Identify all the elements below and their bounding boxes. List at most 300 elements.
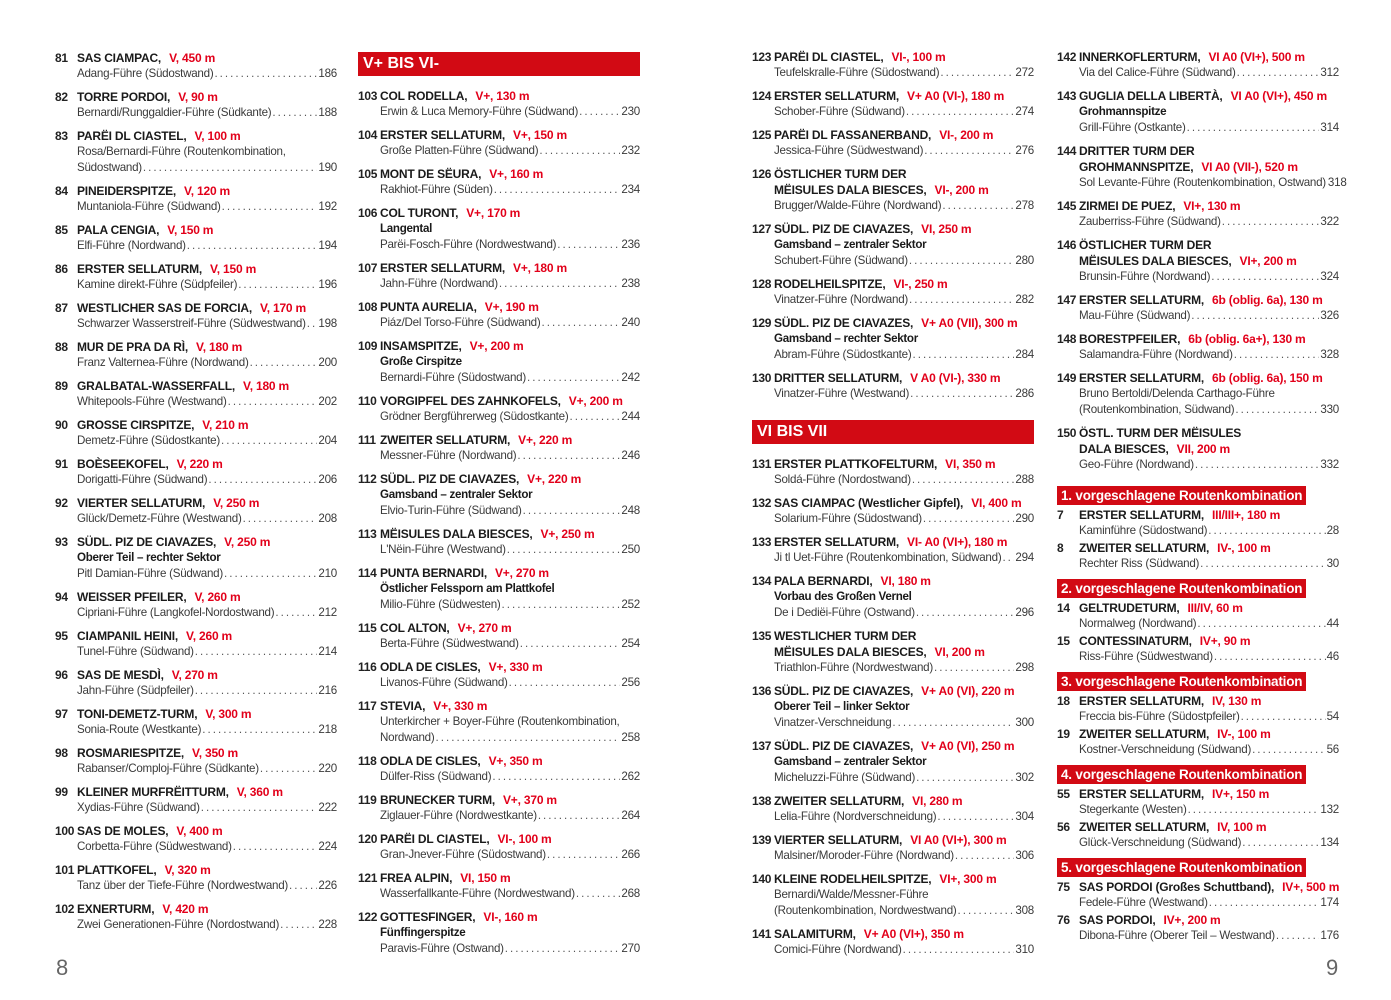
page-number-right: 9 — [1326, 955, 1339, 980]
page-reference[interactable]: 326 — [1320, 309, 1339, 322]
entry-name: GROSSE CIRSPITZE, — [77, 418, 195, 432]
route-name: (Routenkombination, Südwand) — [1079, 403, 1235, 416]
index-entry[interactable] — [55, 261, 337, 293]
entry-name: PALA BERNARDI, — [774, 574, 873, 588]
index-entry[interactable] — [55, 784, 337, 816]
entry-grade: VI-, 160 m — [483, 910, 538, 924]
index-entry[interactable] — [358, 260, 640, 292]
entry-number: 102 — [55, 902, 75, 916]
entry-grade: V+, 160 m — [489, 167, 544, 181]
index-entry[interactable] — [752, 127, 1034, 159]
index-entry[interactable] — [358, 432, 640, 464]
index-entry[interactable] — [752, 683, 1034, 731]
entry-name: BRUNECKER TURM, — [380, 793, 495, 807]
entry-number: 141 — [752, 927, 772, 941]
page-reference[interactable]: 188 — [318, 106, 337, 119]
index-entry[interactable] — [1057, 425, 1339, 473]
page-reference[interactable]: 314 — [1320, 121, 1339, 134]
entry-number: 55 — [1057, 787, 1070, 801]
page-reference[interactable]: 276 — [1015, 144, 1034, 157]
index-entry[interactable] — [752, 221, 1034, 269]
entry-number: 118 — [358, 754, 377, 768]
entry-name: WESTLICHER SAS DE FORCIA, — [77, 301, 253, 315]
entry-grade: V+ A0 (VI-), 180 m — [907, 89, 1005, 103]
page-reference[interactable]: 210 — [318, 567, 337, 580]
entry-grade: VI-, 100 m — [497, 832, 552, 846]
index-entry[interactable] — [55, 183, 337, 215]
dot-leader — [499, 276, 621, 292]
index-entry[interactable] — [752, 495, 1034, 527]
entry-subtitle: Fünffingerspitze — [380, 926, 466, 939]
page-reference[interactable]: 214 — [318, 645, 337, 658]
entry-number: 85 — [55, 223, 68, 237]
index-entry[interactable] — [358, 127, 640, 159]
entry-subtitle: Oberer Teil – linker Sektor — [774, 700, 910, 713]
entry-subtitle: Gamsband – rechter Sektor — [774, 332, 918, 345]
page-reference[interactable]: 242 — [621, 371, 640, 384]
page-reference[interactable]: 274 — [1015, 105, 1034, 118]
page-reference[interactable]: 332 — [1320, 458, 1339, 471]
page-reference[interactable]: 288 — [1015, 473, 1034, 486]
entry-grade: V+, 200 m — [469, 339, 524, 353]
dot-leader — [250, 355, 318, 371]
entry-name: COL ALTON, — [380, 621, 450, 635]
dot-leader — [228, 394, 318, 410]
page-reference[interactable]: 198 — [318, 317, 337, 330]
page-reference[interactable]: 228 — [318, 918, 337, 931]
dot-leader — [1002, 550, 1014, 566]
page-reference[interactable]: 46 — [1326, 650, 1339, 663]
index-entry[interactable] — [1057, 633, 1339, 665]
route-name: Tanz über der Tiefe-Führe (Nordwestwand) — [77, 879, 289, 892]
entry-grade: V, 120 m — [184, 184, 231, 198]
entry-grade: V, 260 m — [194, 590, 241, 604]
route-name: Dibona-Führe (Oberer Teil – Westwand) — [1079, 929, 1275, 942]
index-entry[interactable] — [1057, 786, 1339, 818]
index-entry[interactable] — [55, 667, 337, 699]
entry-grade: V+, 330 m — [488, 660, 543, 674]
page-reference[interactable]: 302 — [1015, 771, 1034, 784]
entry-name: ZWEITER SELLATURM, — [774, 794, 905, 808]
index-entry[interactable] — [752, 793, 1034, 825]
index-entry[interactable] — [55, 417, 337, 449]
entry-number: 143 — [1057, 89, 1077, 103]
entry-grade: V, 260 m — [186, 629, 233, 643]
index-entry[interactable] — [358, 753, 640, 785]
page-reference[interactable]: 216 — [318, 684, 337, 697]
page-reference[interactable]: 190 — [318, 161, 337, 174]
dot-leader — [1242, 835, 1319, 851]
page-reference[interactable]: 192 — [318, 200, 337, 213]
index-entry[interactable] — [55, 901, 337, 933]
index-entry[interactable] — [55, 456, 337, 488]
page-reference[interactable]: 240 — [621, 316, 640, 329]
page-reference[interactable]: 306 — [1015, 849, 1034, 862]
route-name: Livanos-Führe (Südwand) — [380, 676, 508, 689]
entry-name: SALAMITURM, — [774, 927, 856, 941]
index-entry[interactable] — [1057, 49, 1339, 81]
page-reference[interactable]: 252 — [621, 598, 640, 611]
index-entry[interactable] — [752, 276, 1034, 308]
page-reference[interactable]: 174 — [1320, 896, 1339, 909]
index-entry[interactable] — [1057, 237, 1339, 285]
page-reference[interactable]: 246 — [621, 449, 640, 462]
index-entry[interactable] — [358, 393, 640, 425]
index-entry[interactable] — [55, 823, 337, 855]
index-entry[interactable] — [358, 205, 640, 253]
entry-subtitle: Große Cirspitze — [380, 355, 462, 368]
entry-grade: VI-, 200 m — [939, 128, 994, 142]
index-entry[interactable] — [1057, 143, 1347, 191]
page-reference[interactable]: 298 — [1015, 661, 1034, 674]
index-entry[interactable] — [1057, 912, 1339, 944]
index-entry[interactable] — [358, 526, 640, 558]
dot-leader — [272, 105, 317, 121]
entry-number: 142 — [1057, 50, 1077, 64]
index-entry[interactable] — [752, 456, 1034, 488]
index-entry[interactable] — [752, 166, 1034, 214]
entry-name: COL RODELLA, — [380, 89, 468, 103]
entry-number: 136 — [752, 684, 772, 698]
dot-leader — [547, 847, 621, 863]
page-reference[interactable]: 226 — [318, 879, 337, 892]
page-reference[interactable]: 206 — [318, 473, 337, 486]
page-reference[interactable]: 238 — [621, 277, 640, 290]
entry-grade: V+, 220 m — [518, 433, 573, 447]
dot-leader — [1187, 120, 1320, 136]
route-name: Ziglauer-Führe (Nordwestkante) — [380, 809, 537, 822]
entry-name: MËISULES DALA BIESCES, — [380, 527, 533, 541]
entry-number: 126 — [752, 167, 772, 181]
page-reference[interactable]: 132 — [1320, 803, 1339, 816]
index-entry[interactable] — [55, 706, 337, 738]
page-reference[interactable]: 294 — [1015, 551, 1034, 564]
index-entry[interactable] — [1057, 88, 1339, 136]
dot-leader — [912, 347, 1014, 363]
route-name: Pitl Damian-Führe (Südwand) — [77, 567, 223, 580]
route-name: Demetz-Führe (Südostkante) — [77, 434, 220, 447]
page-reference[interactable]: 284 — [1015, 348, 1034, 361]
page-reference[interactable]: 248 — [621, 504, 640, 517]
index-entry[interactable] — [1057, 370, 1339, 418]
page-reference[interactable]: 54 — [1326, 710, 1339, 723]
dot-leader — [260, 761, 318, 777]
index-entry[interactable] — [55, 862, 337, 894]
page-reference[interactable]: 300 — [1015, 716, 1034, 729]
dot-leader — [576, 886, 621, 902]
entry-name: STEVIA, — [380, 699, 426, 713]
index-entry[interactable] — [358, 698, 640, 746]
index-entry[interactable] — [55, 745, 337, 777]
entry-grade: V, 90 m — [178, 90, 218, 104]
entry-grade: III/IV, 60 m — [1187, 601, 1243, 615]
index-entry[interactable] — [1057, 726, 1339, 758]
entry-number: 81 — [55, 51, 68, 65]
dot-leader — [916, 770, 1014, 786]
index-entry[interactable] — [752, 871, 1034, 919]
page-reference[interactable]: 330 — [1320, 403, 1339, 416]
entry-grade: V, 210 m — [202, 418, 249, 432]
entry-name: ERSTER SELLATURM, — [774, 89, 900, 103]
page-reference[interactable]: 200 — [318, 356, 337, 369]
entry-number: 129 — [752, 316, 772, 330]
entry-number: 18 — [1057, 694, 1070, 708]
dot-leader — [892, 715, 1014, 731]
route-name: Jahn-Führe (Südpfeiler) — [77, 684, 194, 697]
entry-number: 93 — [55, 535, 68, 549]
entry-number: 87 — [55, 301, 68, 315]
dot-leader — [280, 917, 317, 933]
index-entry[interactable] — [1057, 292, 1339, 324]
route-name: Schwarzer Wasserstreif-Führe (Südwestwand) — [77, 317, 306, 330]
index-entry[interactable] — [1057, 693, 1339, 725]
index-entry[interactable] — [752, 573, 1034, 621]
index-entry[interactable] — [1057, 198, 1339, 230]
dot-leader — [505, 941, 621, 957]
entry-subtitle: Gamsband – zentraler Sektor — [774, 755, 927, 768]
page-reference[interactable]: 322 — [1320, 215, 1339, 228]
index-entry[interactable] — [358, 792, 640, 824]
entry-name: MËISULES DALA BIESCES, — [774, 183, 927, 197]
entry-number: 14 — [1057, 601, 1070, 615]
index-entry[interactable] — [55, 222, 337, 254]
page-reference[interactable]: 312 — [1320, 66, 1339, 79]
index-entry[interactable] — [358, 831, 640, 863]
entry-subtitle: Oberer Teil – rechter Sektor — [77, 551, 221, 564]
page-reference[interactable]: 134 — [1320, 836, 1339, 849]
index-entry[interactable] — [358, 166, 640, 198]
route-name: Schubert-Führe (Südwand) — [774, 254, 908, 267]
entry-number: 104 — [358, 128, 378, 142]
entry-grade: V+, 180 m — [513, 261, 567, 275]
entry-number: 139 — [752, 833, 772, 847]
dot-leader — [243, 511, 318, 527]
index-entry[interactable] — [752, 49, 1034, 81]
page-reference[interactable]: 218 — [318, 723, 337, 736]
entry-name: ZWEITER SELLATURM, — [1079, 541, 1210, 555]
entry-grade: VI A0 (VI+), 300 m — [910, 833, 1007, 847]
page-reference[interactable]: 244 — [621, 410, 640, 423]
route-name: Dülfer-Riss (Südwand) — [380, 770, 492, 783]
page-reference[interactable]: 30 — [1326, 557, 1339, 570]
index-entry[interactable] — [752, 628, 1034, 676]
page-reference[interactable]: 256 — [621, 676, 640, 689]
entry-grade: VI- A0 (VI+), 180 m — [907, 535, 1008, 549]
entry-grade: VI+, 300 m — [939, 872, 997, 886]
section-header: V+ BIS VI- — [358, 52, 640, 76]
index-entry[interactable] — [1057, 540, 1339, 572]
entry-grade: VI, 350 m — [945, 457, 996, 471]
entry-name: CIAMPANIL HEINI, — [77, 629, 179, 643]
route-name: Whitepools-Führe (Westwand) — [77, 395, 227, 408]
entry-name: ERSTER SELLATURM, — [77, 262, 203, 276]
index-column-1 — [55, 50, 337, 940]
entry-grade: V+, 370 m — [503, 793, 557, 807]
page-reference[interactable]: 304 — [1015, 810, 1034, 823]
route-name: Große Platten-Führe (Südwand) — [380, 144, 539, 157]
entry-number: 94 — [55, 590, 68, 604]
page-reference[interactable]: 250 — [621, 543, 640, 556]
page-reference[interactable]: 196 — [318, 278, 337, 291]
page-reference[interactable]: 282 — [1015, 293, 1034, 306]
route-name: Salamandra-Führe (Nordwand) — [1079, 348, 1233, 361]
index-entry[interactable] — [55, 300, 337, 332]
page-reference[interactable]: 236 — [621, 238, 640, 251]
entry-name: BOÈSEEKOFEL, — [77, 457, 169, 471]
page-reference[interactable]: 186 — [318, 67, 337, 80]
page-reference[interactable]: 204 — [318, 434, 337, 447]
dot-leader — [1209, 895, 1320, 911]
dot-leader — [1234, 347, 1320, 363]
page-reference[interactable]: 308 — [1015, 904, 1034, 917]
index-entry[interactable] — [55, 628, 337, 660]
index-entry[interactable] — [55, 378, 337, 410]
dot-leader — [195, 683, 318, 699]
page-reference[interactable]: 278 — [1015, 199, 1034, 212]
entry-grade: 6b (oblig. 6a+), 130 m — [1188, 332, 1306, 346]
entry-grade: VI, 250 m — [921, 222, 972, 236]
entry-name: ROSMARIESPITZE, — [77, 746, 185, 760]
entry-name: PARËI DL CIASTEL, — [77, 129, 187, 143]
dot-leader — [307, 316, 318, 332]
index-entry[interactable] — [1057, 819, 1339, 851]
dot-leader — [942, 198, 1014, 214]
page-reference[interactable]: 328 — [1320, 348, 1339, 361]
entry-subtitle: Östlicher Felssporn am Plattkofel — [380, 582, 555, 595]
page-reference[interactable]: 272 — [1015, 66, 1034, 79]
index-entry[interactable] — [752, 926, 1034, 958]
entry-grade: V+, 170 m — [466, 206, 521, 220]
page-reference[interactable]: 202 — [318, 395, 337, 408]
entry-name: WEISSER PFEILER, — [77, 590, 187, 604]
index-entry[interactable] — [358, 620, 640, 652]
page-reference[interactable]: 290 — [1015, 512, 1034, 525]
page-reference[interactable]: 264 — [621, 809, 640, 822]
index-entry[interactable] — [752, 88, 1034, 120]
index-entry[interactable] — [1057, 879, 1339, 911]
route-name: Corbetta-Führe (Südwestwand) — [77, 840, 232, 853]
index-entry[interactable] — [358, 88, 640, 120]
entry-number: 105 — [358, 167, 378, 181]
dot-leader — [233, 839, 318, 855]
index-entry[interactable] — [752, 315, 1034, 363]
page-reference[interactable]: 224 — [318, 840, 337, 853]
index-entry[interactable] — [358, 338, 640, 386]
page-reference[interactable]: 230 — [621, 105, 640, 118]
route-line: Rosa/Bernardi-Führe (Routenkombination, — [77, 145, 286, 158]
section-header: VI BIS VII — [752, 420, 1034, 444]
entry-number: 92 — [55, 496, 68, 510]
route-name: Brunsin-Führe (Nordwand) — [1079, 270, 1211, 283]
index-entry[interactable] — [358, 471, 640, 519]
page-reference[interactable]: 220 — [318, 762, 337, 775]
page-reference[interactable]: 280 — [1015, 254, 1034, 267]
dot-leader — [1235, 402, 1319, 418]
entry-number: 135 — [752, 629, 772, 643]
page-reference[interactable]: 254 — [621, 637, 640, 650]
entry-subtitle: Gamsband – zentraler Sektor — [774, 238, 927, 251]
page-reference[interactable]: 28 — [1326, 524, 1339, 537]
entry-number: 97 — [55, 707, 68, 721]
index-entry[interactable] — [358, 870, 640, 902]
index-entry[interactable] — [752, 832, 1034, 864]
index-entry[interactable] — [55, 89, 337, 121]
page-reference[interactable]: 56 — [1326, 743, 1339, 756]
index-entry[interactable] — [55, 495, 337, 527]
section-header: 5. vorgeschlagene Routenkombination — [1057, 858, 1306, 877]
page-reference[interactable]: 296 — [1015, 606, 1034, 619]
index-entry[interactable] — [1057, 331, 1339, 363]
entry-grade: VI+, 130 m — [1183, 199, 1241, 213]
dot-leader — [539, 143, 620, 159]
page-reference[interactable]: 268 — [621, 887, 640, 900]
page-reference[interactable]: 232 — [621, 144, 640, 157]
page-reference[interactable]: 262 — [621, 770, 640, 783]
page-reference[interactable]: 208 — [318, 512, 337, 525]
index-entry[interactable] — [358, 299, 640, 331]
entry-number: 122 — [358, 910, 378, 924]
page-reference[interactable]: 286 — [1015, 387, 1034, 400]
page-reference[interactable]: 318 — [1327, 176, 1347, 189]
entry-name: ZIRMEI DE PUEZ, — [1079, 199, 1176, 213]
page-reference[interactable]: 222 — [318, 801, 337, 814]
entry-grade: VI+, 200 m — [1239, 254, 1297, 268]
index-entry[interactable] — [1057, 507, 1339, 539]
index-entry[interactable] — [55, 534, 337, 582]
index-entry[interactable] — [358, 659, 640, 691]
entry-grade: V+, 250 m — [540, 527, 595, 541]
entry-number: 112 — [358, 472, 377, 486]
dot-leader — [912, 472, 1015, 488]
index-entry[interactable] — [752, 534, 1034, 566]
entry-number: 146 — [1057, 238, 1077, 252]
page-reference[interactable]: 324 — [1320, 270, 1339, 283]
index-entry[interactable] — [55, 128, 337, 176]
route-name: Malsiner/Moroder-Führe (Nordwand) — [774, 849, 954, 862]
entry-number: 133 — [752, 535, 772, 549]
entry-number: 110 — [358, 394, 377, 408]
entry-number: 89 — [55, 379, 68, 393]
index-entry[interactable] — [358, 565, 640, 613]
page-reference[interactable]: 44 — [1326, 617, 1339, 630]
entry-name: ERSTER SELLATURM, — [1079, 371, 1205, 385]
entry-number: 113 — [358, 527, 377, 541]
index-entry[interactable] — [752, 738, 1034, 786]
page-reference[interactable]: 234 — [621, 183, 640, 196]
page-reference[interactable]: 310 — [1015, 943, 1034, 956]
index-entry[interactable] — [358, 909, 640, 957]
page-reference[interactable]: 194 — [318, 239, 337, 252]
index-entry[interactable] — [55, 339, 337, 371]
page-reference[interactable]: 212 — [318, 606, 337, 619]
dot-leader — [202, 722, 317, 738]
entry-number: 7 — [1057, 508, 1064, 522]
index-entry[interactable] — [752, 370, 1034, 402]
dot-leader — [492, 769, 620, 785]
index-entry[interactable] — [55, 589, 337, 621]
entry-grade: VI A0 (VI+), 450 m — [1230, 89, 1327, 103]
page-reference[interactable]: 258 — [621, 731, 640, 744]
route-name: Grill-Führe (Ostkante) — [1079, 121, 1186, 134]
page-reference[interactable]: 176 — [1320, 929, 1339, 942]
dot-leader — [523, 503, 621, 519]
page-reference[interactable]: 270 — [621, 942, 640, 955]
page-reference[interactable]: 266 — [621, 848, 640, 861]
index-entry[interactable] — [1057, 600, 1339, 632]
dot-leader — [1241, 709, 1326, 725]
entry-grade: V+, 270 m — [457, 621, 512, 635]
index-entry[interactable] — [55, 50, 337, 82]
